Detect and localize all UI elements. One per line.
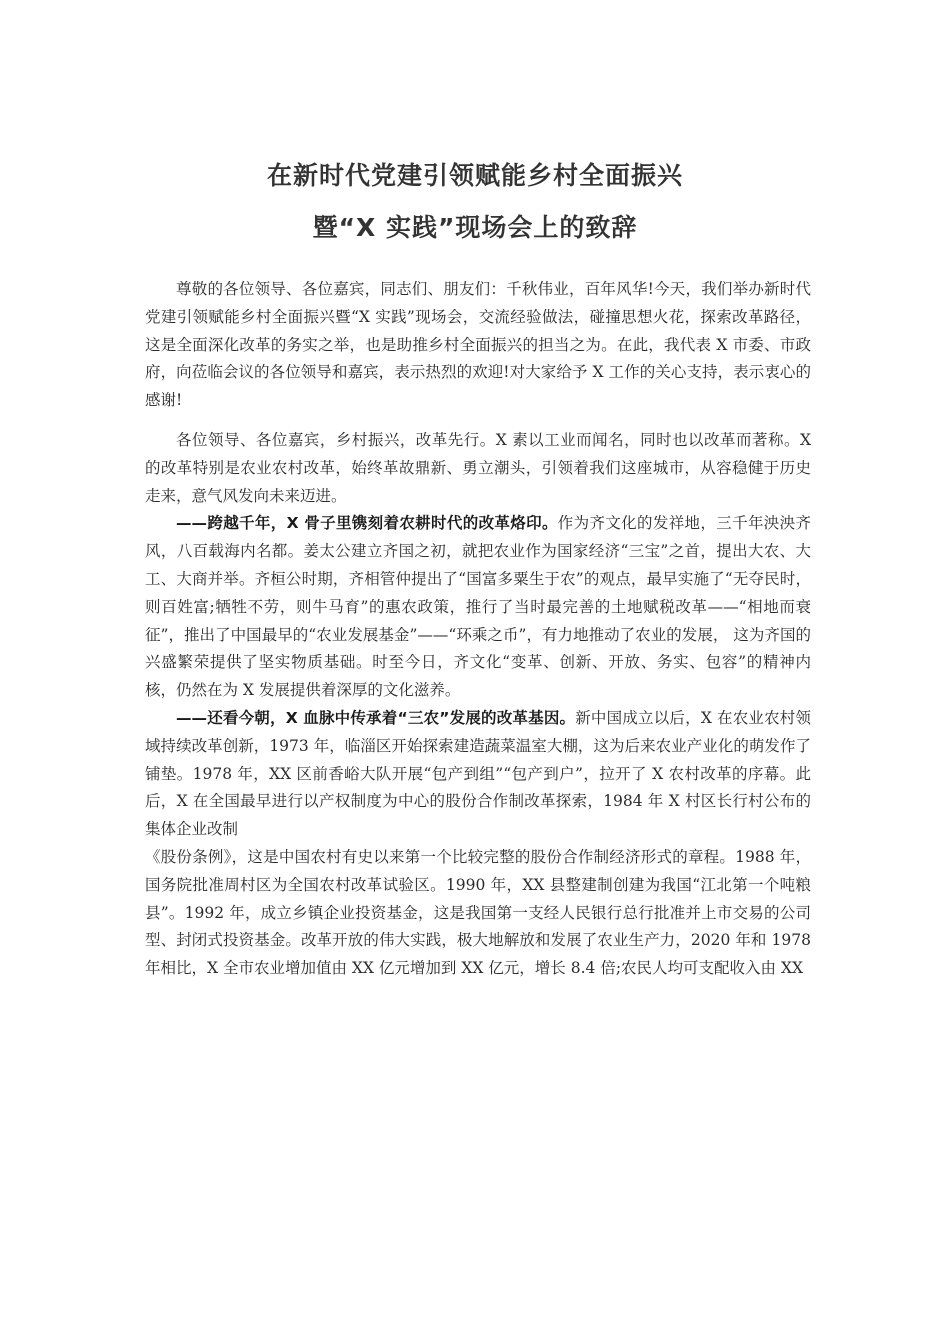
document-body [145, 276, 811, 983]
paragraph-history [145, 510, 811, 705]
paragraph-greeting: 尊敬的各位领导、各位嘉宾，同志们、朋友们：千秋伟业，百年风华!今天，我们举办新时代党建引领赋能乡村全面振兴暨“X 实践”现场会，交流经验做法，碰撞思想火花，探索改革路径，这是全面深化改革的务实之举，也是助推乡村全面振兴的担当之为。在此，我代表 X 市委、市政府，向莅临会议的各位领导和嘉宾，表示热烈的欢迎!对大家给予 X 工作的关心支持，表示衷心的感谢! [145, 280, 811, 410]
paragraph-history-body: 作为齐文化的发祥地，三千年泱泱齐风，八百载海内名都。姜太公建立齐国之初，就把农业作为国家经济“三宝”之首，提出大农、大工、大商并举。齐桓公时期，齐相管仲提出了“国富多粟生于农”的观点，最早实施了“无夺民时，则百姓富;牺牲不劳，则牛马育”的惠农政策，推行了当时最完善的土地赋税改革——“相地而衰征”，推出了中国最早的“农业发展基金”——“环乘之币”，有力地推动了农业的发展， 这为齐国的兴盛繁荣提供了坚实物质基础。时至今日，齐文化“变革、创新、开放、务实、包容”的精神内核，仍然在为 X 发展提供着深厚的文化滋养。 [145, 514, 811, 700]
paragraph-modern-lead: ——还看今朝，X 血脉中传承着“三农”发展的改革基因。 [176, 708, 576, 727]
paragraph-introduction: 各位领导、各位嘉宾，乡村振兴，改革先行。X 素以工业而闻名，同时也以改革而著称。X 的改革特别是农业农村改革，始终革故鼎新、勇立潮头，引领着我们这座城市，从容稳健于历史走来，意气风发向未来迈进。 [145, 430, 811, 505]
document-title-line2: 暨“X 实践”现场会上的致辞 [312, 213, 638, 242]
paragraph-modern [145, 705, 811, 844]
paragraph-reform-achievements: 《股份条例》，这是中国农村有史以来第一个比较完整的股份合作制经济形式的章程。1988 年，国务院批准周村区为全国农村改革试验区。1990 年，XX 县整建制创建为我国“江北第一个吨粮县”。1992 年，成立乡镇企业投资基金，这是我国第一支经人民银行总行批准并上市交易的公司型、封闭式投资基金。改革开放的伟大实践，极大地解放和发展了农业生产力，2020 年和 1978 年相比，X 全市农业增加值由 XX 亿元增加到 XX 亿元，增长 8.4 倍;农民人均可支配收入由 XX [145, 847, 811, 978]
document-title-line1: 在新时代党建引领赋能乡村全面振兴 [266, 161, 683, 190]
paragraph-history-lead: ——跨越千年，X 骨子里镌刻着农耕时代的改革烙印。 [176, 514, 558, 533]
paragraph-modern-body: 新中国成立以后，X 在农业农村领域持续改革创新，1973 年，临淄区开始探索建造蔬菜温室大棚，这为后来农业产业化的萌发作了铺垫。1978 年，XX 区前香峪大队开展“包产到组”“包产到户”，拉开了 X 农村改革的序幕。此后，X 在全国最早进行以产权制度为中心的股份合作制改革探索，1984 年 X 村区长行村公布的集体企业改制 [145, 708, 811, 839]
